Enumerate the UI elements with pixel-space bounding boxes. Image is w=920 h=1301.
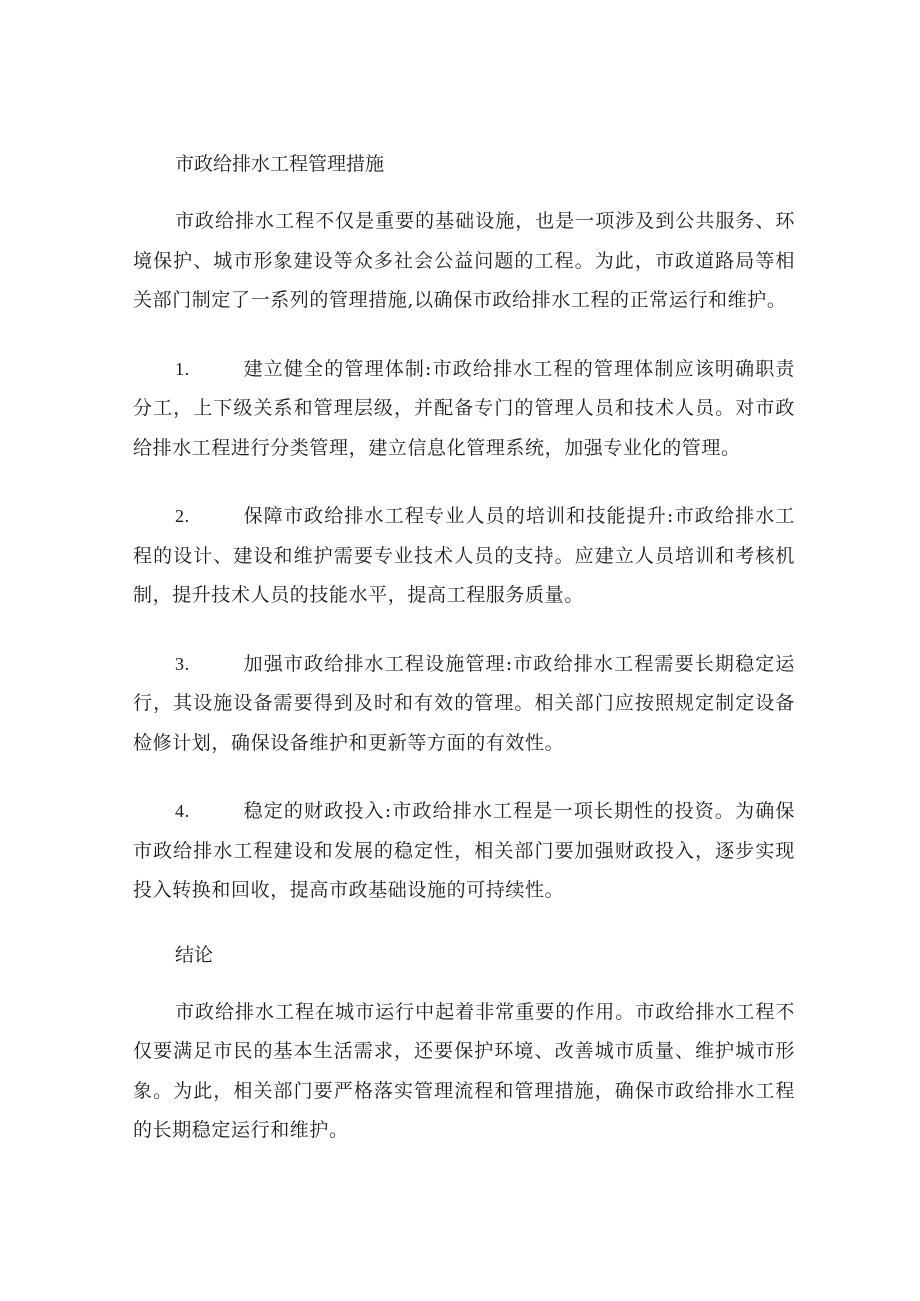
document-title: 市政给排水工程管理措施 [175, 153, 385, 175]
list-item [133, 645, 795, 764]
list-item-number: 2. [175, 506, 190, 526]
list-item [133, 497, 795, 616]
list-item-text: 建立健全的管理体制:市政给排水工程的管理体制应该明确职责分工，上下级关系和管理层级，并配备专门的管理人员和技术人员。对市政给排水工程进行分类管理，建立信息化管理系统，加强专业化的管理。 [133, 357, 795, 459]
conclusion-heading: 结论 [175, 943, 214, 966]
list-item-number: 3. [175, 653, 190, 674]
intro-paragraph: 市政给排水工程不仅是重要的基础设施，也是一项涉及到公共服务、环境保护、城市形象建设等众多社会公益问题的工程。为此，市政道路局等相关部门制定了一系列的管理措施,以确保市政给排水工程的正常运行和维护。 [133, 210, 795, 311]
list-item [133, 350, 795, 469]
list-item-number: 1. [175, 358, 190, 379]
list-item-text: 加强市政给排水工程设施管理:市政给排水工程需要长期稳定运行，其设施设备需要得到及时和有效的管理。相关部门应按照规定制定设备检修计划，确保设备维护和更新等方面的有效性。 [133, 652, 795, 754]
conclusion-paragraph: 市政给排水工程在城市运行中起着非常重要的作用。市政给排水工程不仅要满足市民的基本生活需求，还要保护环境、改善城市质量、维护城市形象。为此，相关部门要严格落实管理流程和管理措施，确保市政给排水工程的长期稳定运行和维护。 [133, 1000, 795, 1141]
list-item-text: 稳定的财政投入:市政给排水工程是一项长期性的投资。为确保市政给排水工程建设和发展的稳定性，相关部门要加强财政投入，逐步实现投入转换和回收，提高市政基础设施的可持续性。 [133, 800, 795, 901]
list-item-number: 4. [175, 801, 190, 821]
document-body [133, 146, 795, 1151]
list-item-text: 保障市政给排水工程专业人员的培训和技能提升:市政给排水工程的设计、建设和维护需要专业技术人员的支持。应建立人员培训和考核机制，提升技术人员的技能水平，提高工程服务质量。 [133, 505, 795, 606]
list-item [133, 792, 795, 911]
